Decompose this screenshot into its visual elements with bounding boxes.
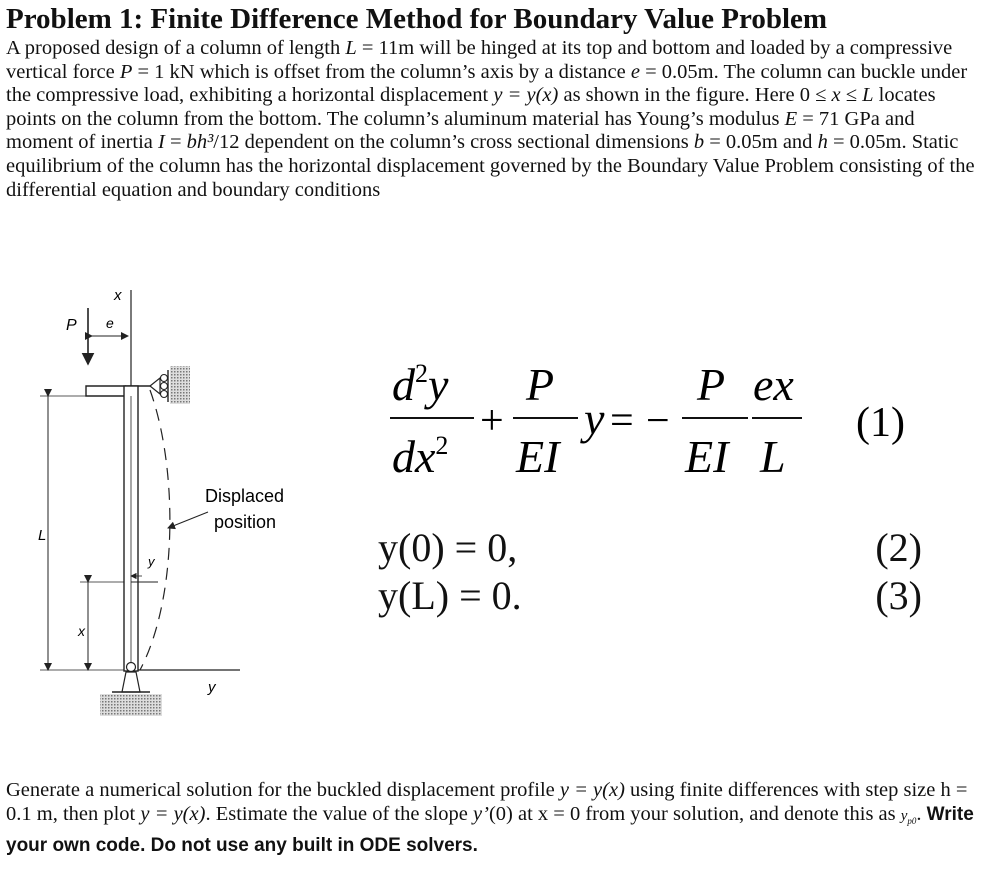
top-hinge — [150, 378, 160, 394]
svg-text:+: + — [480, 398, 504, 444]
task-instructions: Generate a numerical solution for the buckled displacement profile y = y(x) using finite differences with step size h = 0.1 m, then plot y = y(x). Estimate the value of the slope y’(0) at x = 0 from your solution, and denote this as $y_{p0}$. Write your own code. Do not use any built in ODE solvers. — [6, 779, 974, 856]
svg-text:ex: ex — [753, 360, 794, 410]
displaced-curve — [140, 390, 170, 670]
equation-2-number: (2) — [875, 525, 922, 570]
page-title: Problem 1: Finite Difference Method for Boundary Value Problem — [6, 3, 828, 35]
equation-area — [370, 360, 970, 640]
force-label: P — [66, 317, 77, 334]
displaced-label-1: Displaced — [205, 486, 285, 506]
offset-label: e — [106, 315, 114, 331]
svg-text:=: = — [610, 398, 634, 444]
equation-3-number: (3) — [875, 573, 922, 618]
bottom-ground — [100, 694, 162, 716]
length-label: L — [38, 527, 47, 544]
svg-text:L: L — [760, 431, 786, 482]
boundary-condition-2: y(L) = 0. — [378, 573, 522, 618]
y-axis-label: y — [208, 679, 216, 696]
top-bracket — [86, 386, 125, 396]
equation-1 — [370, 360, 970, 500]
position-x-label: x — [78, 623, 85, 639]
boundary-condition-1: y(0) = 0, — [378, 525, 518, 570]
svg-text:P: P — [526, 360, 555, 410]
svg-text:EI: EI — [685, 431, 729, 482]
column-figure — [0, 278, 340, 728]
instruction-emphasis: Write your own code. Do not use any built in ODE solvers. — [6, 804, 974, 856]
svg-text:y: y — [584, 393, 605, 444]
svg-text:d2y: $d^2y$ — [392, 360, 449, 410]
svg-text:EI: EI — [516, 431, 560, 482]
slope-symbol: $y_{p0}$ — [900, 808, 917, 826]
displaced-pointer — [168, 512, 208, 528]
svg-text:P: P — [697, 360, 726, 410]
svg-text:−: − — [646, 398, 670, 444]
x-axis-label: x — [114, 287, 122, 304]
displacement-y-label: y — [148, 554, 155, 569]
top-wall — [170, 366, 190, 404]
displaced-label-2: position — [214, 512, 277, 532]
equation-1-number: (1) — [856, 400, 905, 446]
problem-description: A proposed design of a column of length L = 11m will be hinged at its top and bottom and loaded by a compressive vertical force P = 1 kN which is offset from the column’s axis by a distance e = 0.05m. The column can buckle under the compressive load, exhibiting a horizontal displacement y = y(x) as shown in the figure. Here 0 ≤ x ≤ L locates points on the column from the bottom. The column’s aluminum material has Young’s modulus E = 71 GPa and moment of inertia I = bh³/12 dependent on the column’s cross sectional dimensions b = 0.05m and h = 0.05m. Static equilibrium of the column has the horizontal displacement governed by the Boundary Value Problem consisting of the differential equation and boundary conditions — [6, 37, 975, 201]
svg-text:dx2: $dx^2$ — [392, 431, 449, 482]
bottom-hinge — [122, 672, 140, 692]
